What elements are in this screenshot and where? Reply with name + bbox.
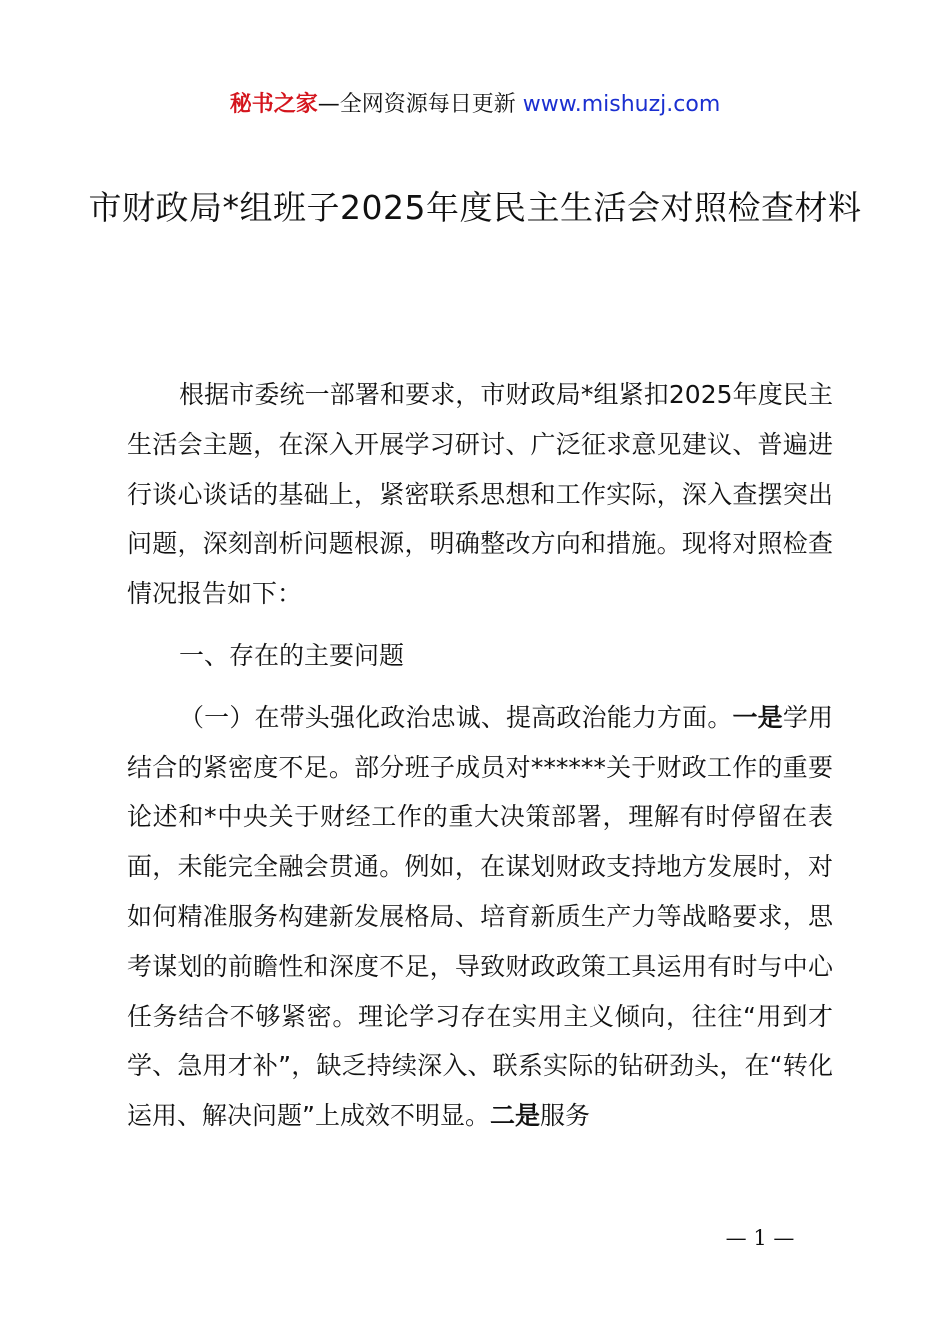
site-header — [0, 88, 950, 122]
site-url-link[interactable]: www.mishuzj.com — [522, 92, 721, 117]
point-two-text: 服务 — [539, 1101, 590, 1131]
document-body — [127, 370, 833, 1141]
document-title: 市财政局*组班子2025年度民主生活会对照检查材料 — [88, 188, 862, 227]
point-two-lead: 二是 — [489, 1101, 540, 1131]
point-one-text: 学用结合的紧密度不足。部分班子成员对******关于财政工作的重要论述和*中央关于财经工作的重大决策部署，理解有时停留在表面，未能完全融会贯通。例如，在谋划财政支持地方发展时，对如何精准服务构建新发展格局、培育新质生产力等战略要求，思考谋划的前瞻性和深度不足，导致财政政策工具运用有时与中心任务结合不够紧密。理论学习存在实用主义倾向，往往“用到才学、急用才补”，缺乏持续深入、联系实际的钻研劲头，在“转化运用、解决问题”上成效不明显。 — [127, 702, 833, 1131]
section-heading: 一、存在的主要问题 — [179, 640, 405, 670]
header-tagline: —全网资源每日更新 — [317, 92, 516, 117]
subsection-heading: （一）在带头强化政治忠诚、提高政治能力方面。 — [179, 702, 733, 732]
intro-paragraph: 根据市委统一部署和要求，市财政局*组紧扣2025年度民主生活会主题，在深入开展学习研讨、广泛征求意见建议、普遍进行谈心谈话的基础上，紧密联系思想和工作实际，深入查摆突出问题，深刻剖析问题根源，明确整改方向和措施。现将对照检查情况报告如下： — [127, 380, 833, 609]
problem-paragraph — [127, 693, 833, 1141]
page-number: — 1 — — [725, 1226, 795, 1250]
point-one-lead: 一是 — [732, 702, 783, 732]
brand-name: 秘书之家 — [229, 92, 318, 117]
